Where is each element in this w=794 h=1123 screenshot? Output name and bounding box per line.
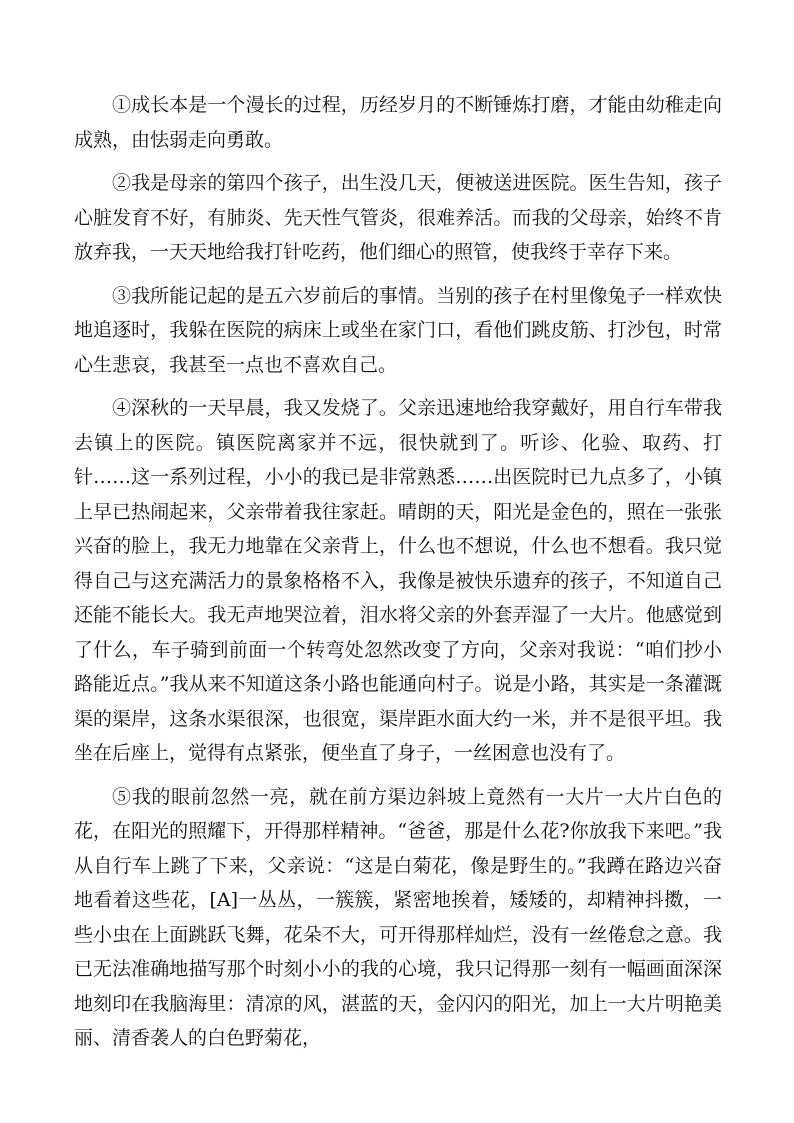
paragraph-3: ③我所能记起的是五六岁前后的事情。当别的孩子在村里像兔子一样欢快地追逐时，我躲在医院的病床上或坐在家门口，看他们跳皮筋、打沙包，时常心生悲哀，我甚至一点也不喜欢自己。 bbox=[74, 284, 722, 376]
paragraph-1: ①成长本是一个漫长的过程，历经岁月的不断锤炼打磨，才能由幼稚走向成熟，由怯弱走向勇敢。 bbox=[74, 94, 722, 151]
paragraph-2: ②我是母亲的第四个孩子，出生没几天，便被送进医院。医生告知，孩子心脏发育不好，有肺炎、先天性气管炎，很难养活。而我的父母亲，始终不肯放弃我，一天天地给我打针吃药，他们细心的照管，使我终于幸存下来。 bbox=[74, 172, 722, 263]
paragraph-5: ⑤我的眼前忽然一亮，就在前方渠边斜坡上竟然有一大片一大片白色的花，在阳光的照耀下，开得那样精神。“爸爸，那是什么花?你放我下来吧。”我从自行车上跳了下来，父亲说：“这是白菊花，像是野生的。”我蹲在路边兴奋地看着这些花，[A]一丛丛，一簇簇，紧密地挨着，矮矮的，却精神抖擞，一些小虫在上面跳跃飞舞，花朵不大，可开得那样灿烂，没有一丝倦怠之意。我已无法准确地描写那个时刻小小的我的心境，我只记得那一刻有一幅画面深深地刻印在我脑海里：清凉的风，湛蓝的天，金闪闪的阳光，加上一大片明艳美丽、清香袭人的白色野菊花， bbox=[74, 785, 722, 1049]
paragraph-4: ④深秋的一天早晨，我又发烧了。父亲迅速地给我穿戴好，用自行车带我去镇上的医院。镇医院离家并不远，很快就到了。听诊、化验、取药、打针……这一系列过程，小小的我已是非常熟悉……出医院时已九点多了，小镇上早已热闹起来，父亲带着我往家赶。晴朗的天，阳光是金色的，照在一张张兴奋的脸上，我无力地靠在父亲背上，什么也不想说，什么也不想看。我只觉得自己与这充满活力的景象格格不入，我像是被快乐遗弃的孩子，不知道自己还能不能长大。我无声地哭泣着，泪水将父亲的外套弄湿了一大片。他感觉到了什么，车子骑到前面一个转弯处忽然改变了方向，父亲对我说：“咱们抄小路能近点。”我从来不知道这条小路也能通向村子。说是小路，其实是一条灌溉渠的渠岸，这条水渠很深，也很宽，渠岸距水面大约一米，并不是很平坦。我坐在后座上，觉得有点紧张，便坐直了身子，一丝困意也没有了。 bbox=[74, 397, 722, 764]
document-body bbox=[74, 88, 722, 1065]
